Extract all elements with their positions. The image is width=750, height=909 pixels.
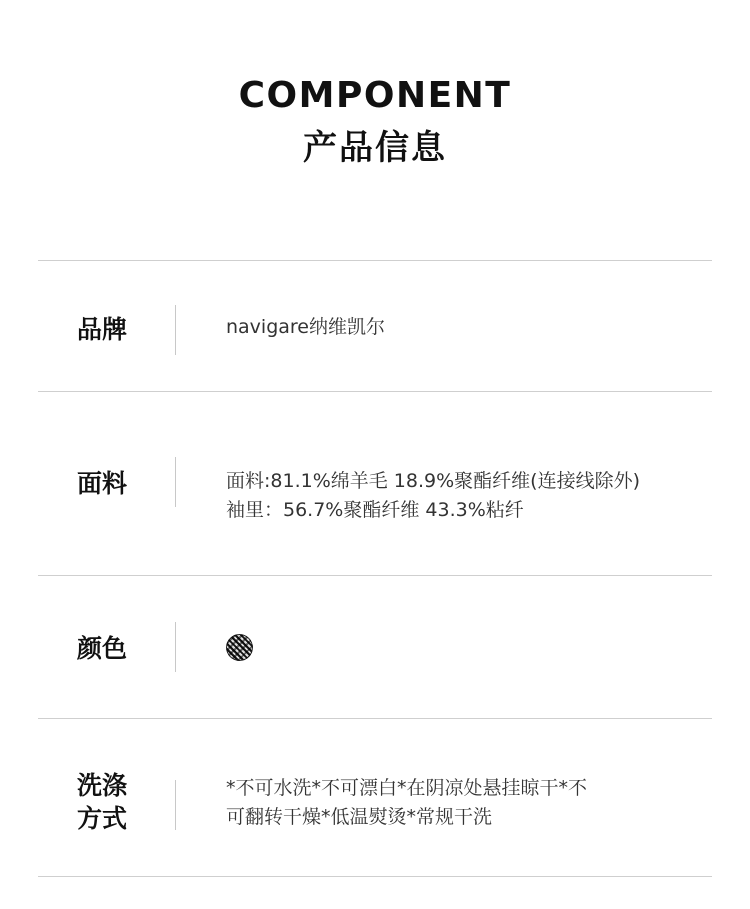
fabric-value-line-2: 袖里：56.7%聚酯纤维 43.3%粘纤 (226, 499, 524, 521)
title-english: COMPONENT (238, 75, 512, 116)
divider (38, 876, 712, 877)
divider (38, 718, 712, 719)
fabric-label: 面料 (77, 469, 128, 498)
fabric-value (226, 467, 726, 525)
care-label-line-2: 方式 (77, 804, 128, 833)
color-swatch-icon (226, 634, 253, 661)
care-value-line-2: 可翻转干燥*低温熨烫*常规干洗 (226, 806, 493, 828)
brand-value (226, 313, 726, 342)
care-value-line-1: *不可水洗*不可漂白*在阴凉处悬挂晾干*不 (226, 777, 588, 799)
care-label (77, 769, 147, 835)
brand-label: 品牌 (77, 315, 128, 344)
color-label: 颜色 (77, 634, 128, 663)
divider (38, 575, 712, 576)
column-separator (175, 457, 176, 507)
divider (38, 391, 712, 392)
care-label-line-1: 洗涤 (77, 771, 128, 800)
title-chinese: 产品信息 (303, 128, 447, 168)
care-value (226, 774, 726, 832)
column-separator (175, 305, 176, 355)
column-separator (175, 622, 176, 672)
column-separator (175, 780, 176, 830)
brand-value-line: navigare纳维凯尔 (226, 316, 385, 338)
page-header (0, 72, 750, 170)
fabric-value-line-1: 面料:81.1%绵羊毛 18.9%聚酯纤维(连接线除外) (226, 470, 640, 492)
divider (38, 260, 712, 261)
